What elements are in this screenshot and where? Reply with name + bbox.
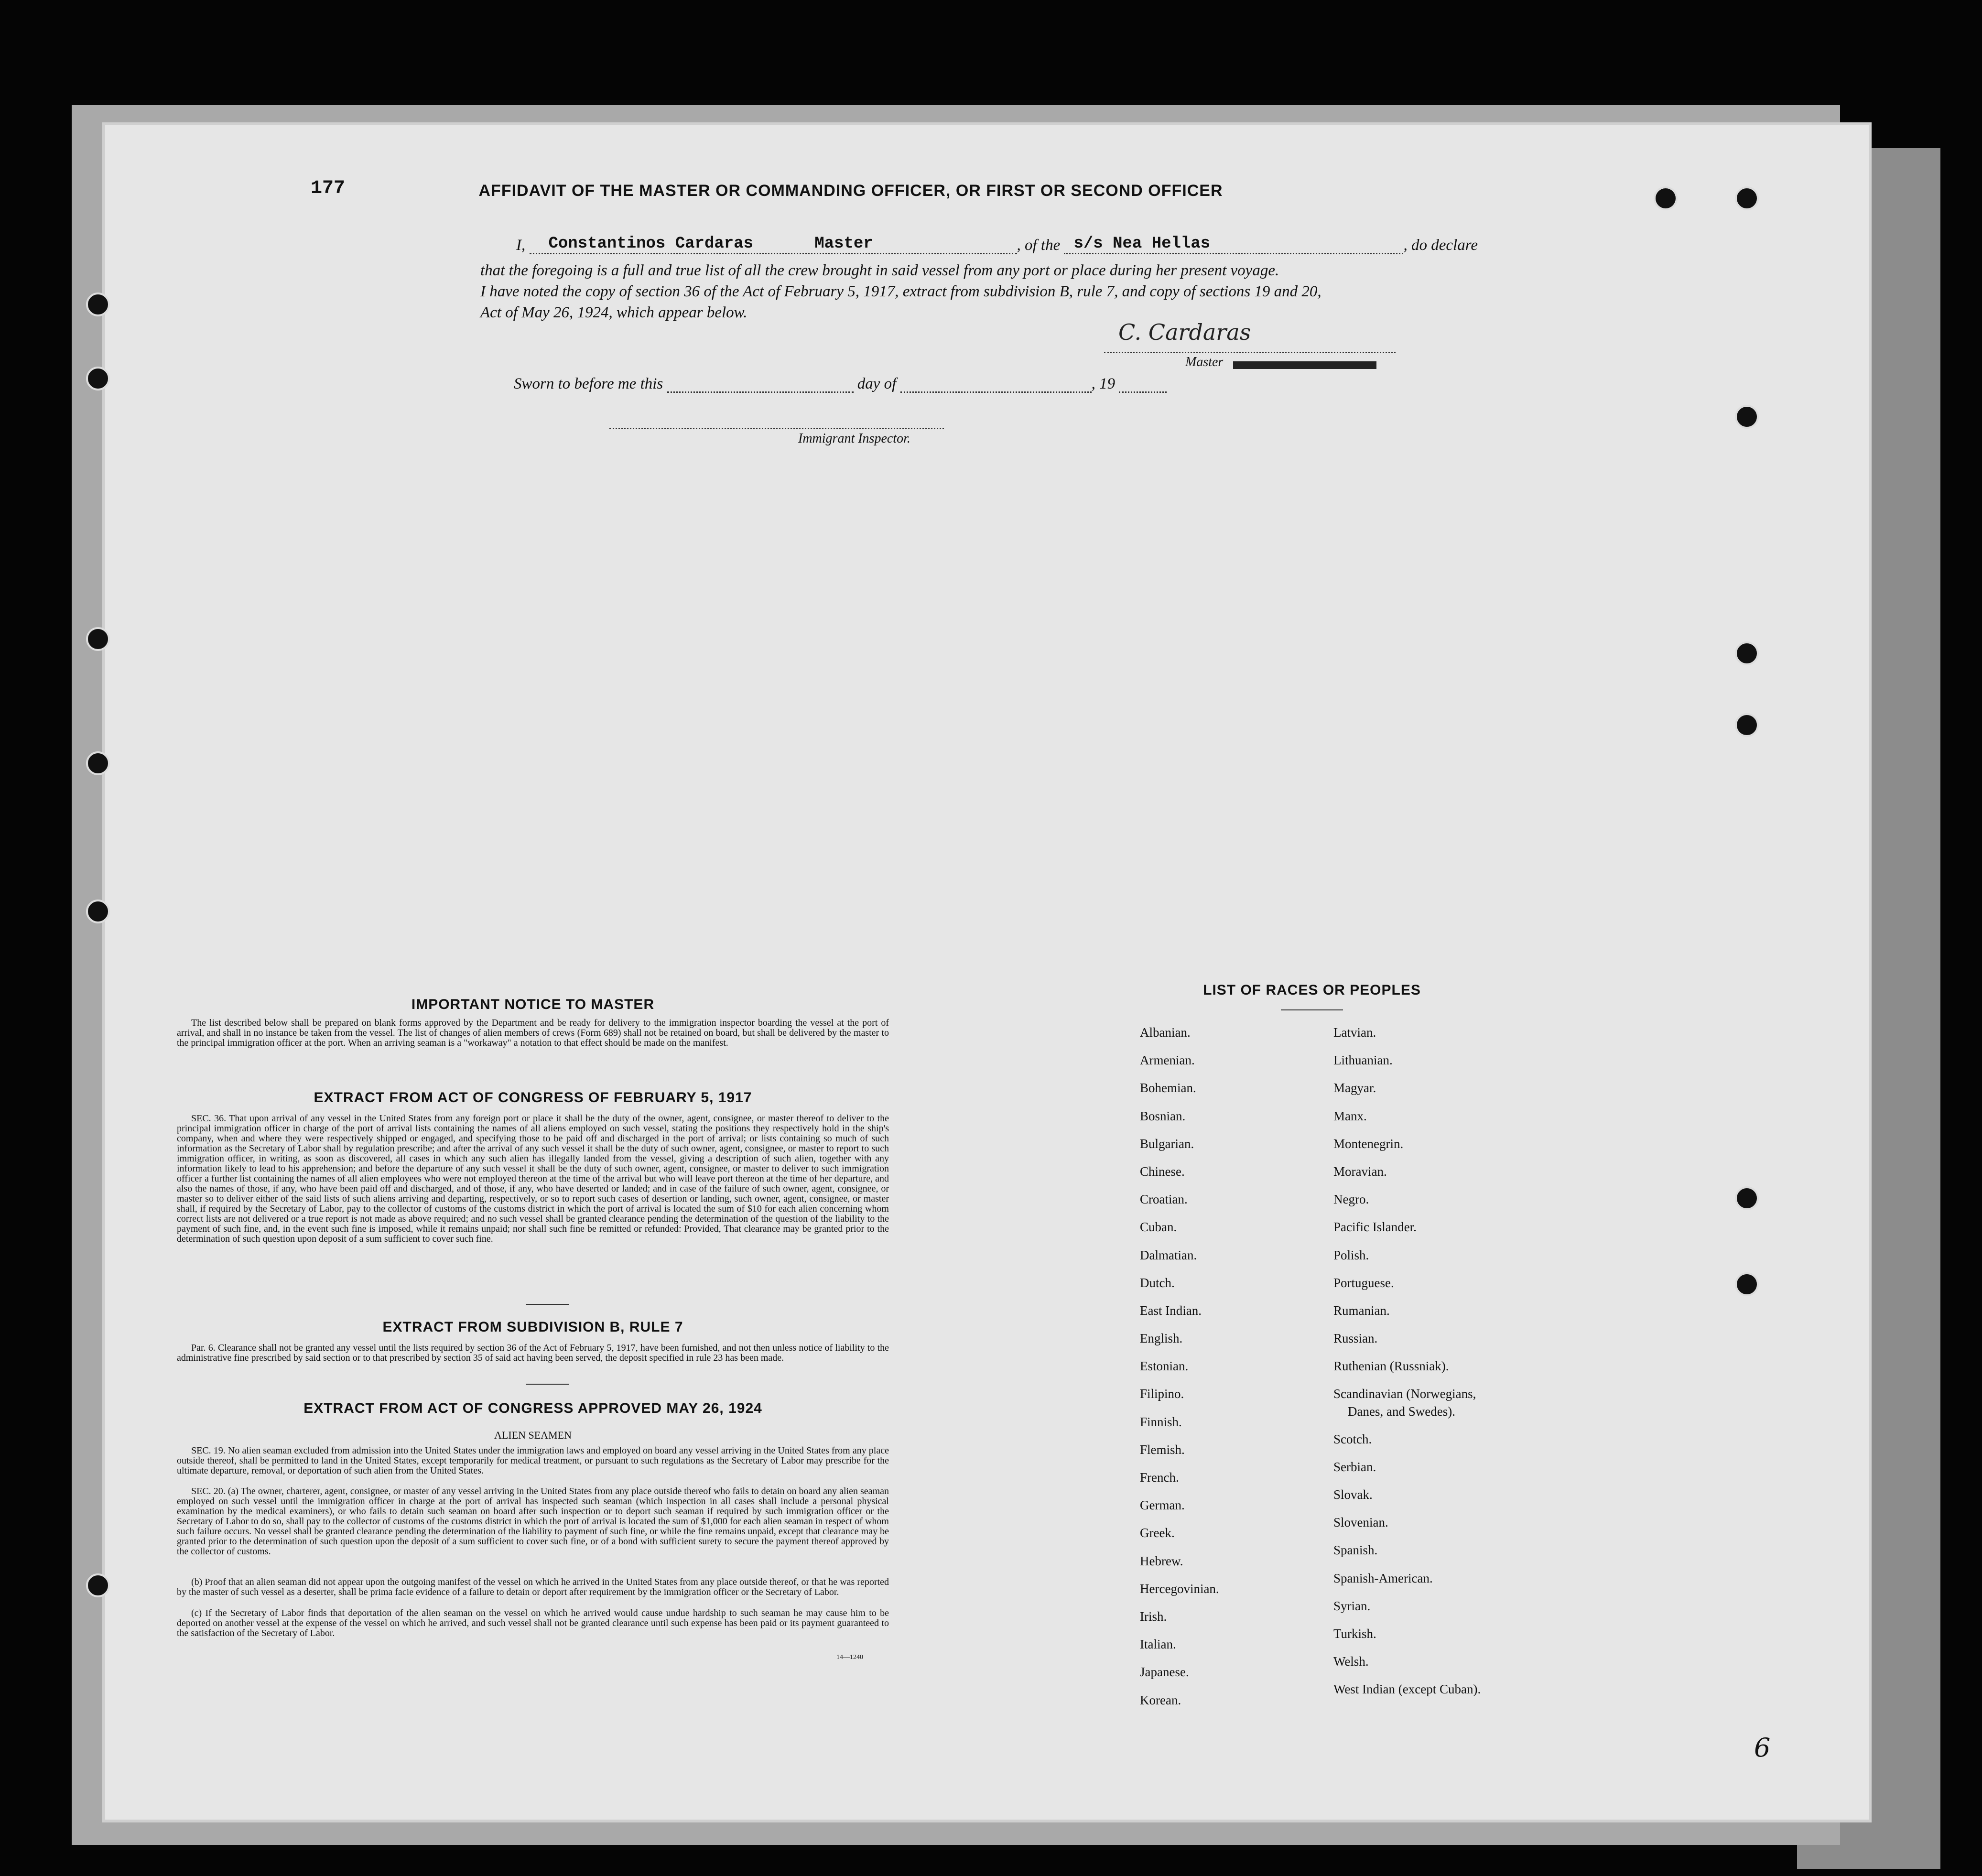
race-item: East Indian. [1140,1303,1202,1318]
master-name: Constantinos Cardaras [548,235,753,253]
race-item: Lithuanian. [1333,1053,1393,1068]
race-item: Ruthenian (Russniak). [1333,1359,1449,1374]
sworn-prefix: Sworn to before me this [514,375,663,392]
declare-label: , do declare [1403,237,1478,254]
race-item: Portuguese. [1333,1275,1394,1290]
divider [526,1304,569,1305]
race-item: Dutch. [1140,1275,1175,1290]
race-item: English. [1140,1331,1183,1346]
punch-hole [1735,713,1759,737]
race-item: Montenegrin. [1333,1136,1404,1151]
punch-hole [1735,1186,1759,1210]
races-title-rule [1281,1009,1343,1010]
master-signature: C. Cardaras [1118,319,1251,345]
punch-hole [1654,186,1678,210]
race-item: Latvian. [1333,1025,1376,1040]
race-item: Dalmatian. [1140,1247,1197,1262]
race-item: Slovak. [1333,1487,1373,1502]
race-item: Bosnian. [1140,1108,1186,1123]
notice-title: IMPORTANT NOTICE TO MASTER [411,997,655,1012]
punch-hole [86,367,110,390]
races-right-column [1333,1025,1481,1710]
day-of-label: day of [857,375,897,392]
race-item: Bulgarian. [1140,1136,1194,1151]
corner-number: 6 [1754,1733,1771,1763]
sec20a-text: SEC. 20. (a) The owner, charterer, agent, consignee, or master of any vessel arriving in the United States from any place outside thereof who fails to detain on board any alien seaman employed on such vessel until the immigration officer in charge at the port of arrival has inspected such seaman (which inspection in all cases shall include a personal physical examination by the medical examiners), or who fails to detain such seaman on board after such inspection or to deport such seaman if required by such immigration officer or the Secretary of Labor to do so, shall pay to the collector of customs of the customs district in which the port of arrival is located the sum of $1,000 for each alien seaman in respect of whom such failure occurs. No vessel shall be granted clearance pending the determination of the liability to payment of such fine, or while the fine remains unpaid, except that clearance may be granted prior to the determination of such question upon the deposit of a sum sufficient to cover such fine, or of a bond with sufficient surety to secure the payment thereof approved by the collector of customs. [177,1486,889,1557]
form-number: 14—1240 [836,1654,863,1661]
race-item: Pacific Islander. [1333,1220,1417,1235]
race-item: West Indian (except Cuban). [1333,1682,1481,1697]
struck-title [1233,361,1376,369]
race-item: Bohemian. [1140,1081,1196,1095]
punch-hole [86,293,110,316]
race-item: Slovenian. [1333,1515,1388,1530]
sec20c-text: (c) If the Secretary of Labor finds that deportation of the alien seaman on the vessel on which he arrived would cause undue hardship to such seaman he may cause him to be deported on another vessel at the expense of the vessel on which he arrived, and such vessel shall not be granted clearance until such expense has been paid or its payment guaranteed to the satisfaction of the Secretary of Labor. [177,1608,889,1638]
race-item: Scotch. [1333,1431,1372,1446]
sworn-day-field [667,391,854,393]
race-item: Rumanian. [1333,1303,1390,1318]
vessel-name: s/s Nea Hellas [1073,235,1211,253]
race-item: Croatian. [1140,1192,1188,1207]
race-item: Danes, and Swedes). [1348,1404,1455,1419]
races-title: LIST OF RACES OR PEOPLES [1203,982,1421,998]
race-item: Korean. [1140,1692,1181,1707]
race-item: Cuban. [1140,1220,1177,1235]
year-prefix: , 19 [1091,375,1116,392]
alien-seamen-subtitle: ALIEN SEAMEN [494,1429,572,1441]
race-item: Hebrew. [1140,1553,1183,1568]
signature-line [1104,352,1396,354]
race-item: Manx. [1333,1108,1367,1123]
punch-hole [1735,186,1759,210]
affidavit-line-2: that the foregoing is a full and true list of all the crew brought in said vessel from any port or place during her present voyage. [480,262,1279,279]
punch-hole [86,1573,110,1597]
race-item: Serbian. [1333,1459,1376,1474]
races-left-column [1140,1025,1219,1721]
race-item: Irish. [1140,1609,1167,1624]
punch-hole [86,751,110,775]
race-item: Negro. [1333,1192,1369,1207]
race-item: Spanish. [1333,1543,1378,1558]
extract-1924-title: EXTRACT FROM ACT OF CONGRESS APPROVED MAY 26, 1924 [303,1400,762,1416]
race-item: Scandinavian (Norwegians, [1333,1387,1476,1401]
race-item: Moravian. [1333,1164,1387,1179]
punch-hole [86,900,110,923]
punch-hole [86,627,110,651]
race-item: French. [1140,1470,1179,1485]
master-name-field [530,234,1017,254]
race-item: Estonian. [1140,1359,1189,1374]
sec20b-text: (b) Proof that an alien seaman did not appear upon the outgoing manifest of the vessel on which he arrived in the United States from any place outside thereof, or that he was reported by the master of such vessel as a deserter, shall be prima facie evidence of a failure to detain or deport after requirement by the immigration officer or the Secretary of Labor. [177,1577,889,1597]
affidavit-line-3: I have noted the copy of section 36 of the Act of February 5, 1917, extract from subdivision B, rule 7, and copy of sections 19 and 20, [480,283,1321,300]
extract-rule7-title: EXTRACT FROM SUBDIVISION B, RULE 7 [382,1319,683,1335]
of-the-label: , of the [1017,237,1061,254]
race-item: Turkish. [1333,1626,1376,1641]
punch-hole [1735,1272,1759,1296]
affidavit-line-4: Act of May 26, 1924, which appear below. [480,304,747,321]
race-item: Welsh. [1333,1654,1369,1669]
affidavit-line-1 [516,234,1478,254]
vessel-field [1064,234,1403,254]
sworn-month-field [900,391,1092,393]
race-item: Filipino. [1140,1387,1184,1401]
race-item: Syrian. [1333,1598,1371,1613]
sworn-line [514,375,1167,393]
race-item: Chinese. [1140,1164,1185,1179]
divider [526,1384,569,1385]
race-item: Spanish-American. [1333,1571,1433,1585]
race-item: Flemish. [1140,1442,1185,1457]
notice-text: The list described below shall be prepared on blank forms approved by the Department and be ready for delivery to the immigration inspector boarding the vessel at the port of arrival, and shall in no instance be taken from the vessel. The list of changes of alien members of crews (Form 689) shall not be retained on board, but shall be delivered by the master to the principal immigration officer at the port. When an arriving seaman is a "workaway" a notation to that effect should be made on the manifest. [177,1018,889,1048]
race-item: Russian. [1333,1331,1378,1346]
sec19-text: SEC. 19. No alien seaman excluded from admission into the United States under the immigration laws and employed on board any vessel arriving in the United States from any place outside thereof, shall be permitted to land in the United States, except temporarily for medical treatment, or pursuant to such regulations as the Secretary of Labor may prescribe for the ultimate departure, removal, or deportation of such alien from the United States. [177,1445,889,1476]
extract-rule7-text: Par. 6. Clearance shall not be granted any vessel until the lists required by section 36 of the Act of February 5, 1917, have been furnished, and not then unless notice of liability to the administrative fine prescribed by said section or to that prescribed by section 35 of said act having been served, the deposit specified in rule 23 has been made. [177,1343,889,1363]
race-item: Italian. [1140,1637,1176,1652]
master-rank: Master [814,235,873,253]
race-item: Japanese. [1140,1665,1189,1680]
race-item: Albanian. [1140,1025,1191,1040]
race-item: Polish. [1333,1247,1369,1262]
master-label: Master [1185,355,1224,369]
punch-hole [1735,641,1759,665]
race-item: Hercegovinian. [1140,1581,1219,1596]
punch-hole [1735,405,1759,429]
race-item: Finnish. [1140,1414,1182,1429]
extract-1917-text: SEC. 36. That upon arrival of any vessel in the United States from any foreign port or place it shall be the duty of the owner, agent, consignee, or master thereof to deliver to the principal immigration officer in charge of the port of arrival lists containing the names of all aliens employed on such vessel, stating the positions they respectively hold in the ship's company, when and where they were respectively shipped or engaged, and specifying those to be paid off and discharged in the port of arrival; or lists containing so much of such information as the Secretary of Labor shall by regulation prescribe; and after the arrival of any such vessel it shall be the duty of such owner, agent, consignee, or master to report to such immigration officer, in writing, as soon as discovered, all cases in which any such alien has illegally landed from the vessel, giving a description of such alien, together with any information likely to lead to his apprehension; and before the departure of any such vessel it shall be the duty of such owner, agent, consignee, or master to deliver to such immigration officer a further list containing the names of all alien employees who were not employed thereon at the time of the arrival but who will leave port thereon at the time of her departure, and also the names of those, if any, who have been paid off and discharged, and of those, if any, who have deserted or landed; and in case of the failure of such owner, agent, consignee, or master so to deliver either of the said lists of such aliens arriving and departing, respectively, or so to report such cases of desertion or landing, such owner, agent, consignee, or master shall, if required by the Secretary of Labor, pay to the collector of customs of the customs district in which the port of arrival is located the sum of $10 for each alien concerning whom correct lists are not delivered or a true report is not made as above required; and no such vessel shall be granted clearance pending the determination of the question of the liability to the payment of such fine, and, in the event such fine is imposed, while it remains unpaid; nor shall such fine be remitted or refunded: Provided, That clearance may be granted prior to the determination of such question upon deposit of a sum sufficient to cover such fine. [177,1113,889,1244]
race-item: Magyar. [1333,1081,1376,1095]
sworn-year-field [1119,391,1167,393]
inspector-line [609,428,944,430]
affidavit-prefix: I, [516,237,526,254]
affidavit-title: AFFIDAVIT OF THE MASTER OR COMMANDING OFFICER, OR FIRST OR SECOND OFFICER [478,182,1223,200]
stamp-number: 177 [311,178,346,199]
race-item: German. [1140,1498,1185,1513]
inspector-label: Immigrant Inspector. [798,431,910,446]
race-item: Armenian. [1140,1053,1195,1068]
race-item: Greek. [1140,1526,1175,1540]
extract-1917-title: EXTRACT FROM ACT OF CONGRESS OF FEBRUARY 5, 1917 [314,1090,752,1106]
